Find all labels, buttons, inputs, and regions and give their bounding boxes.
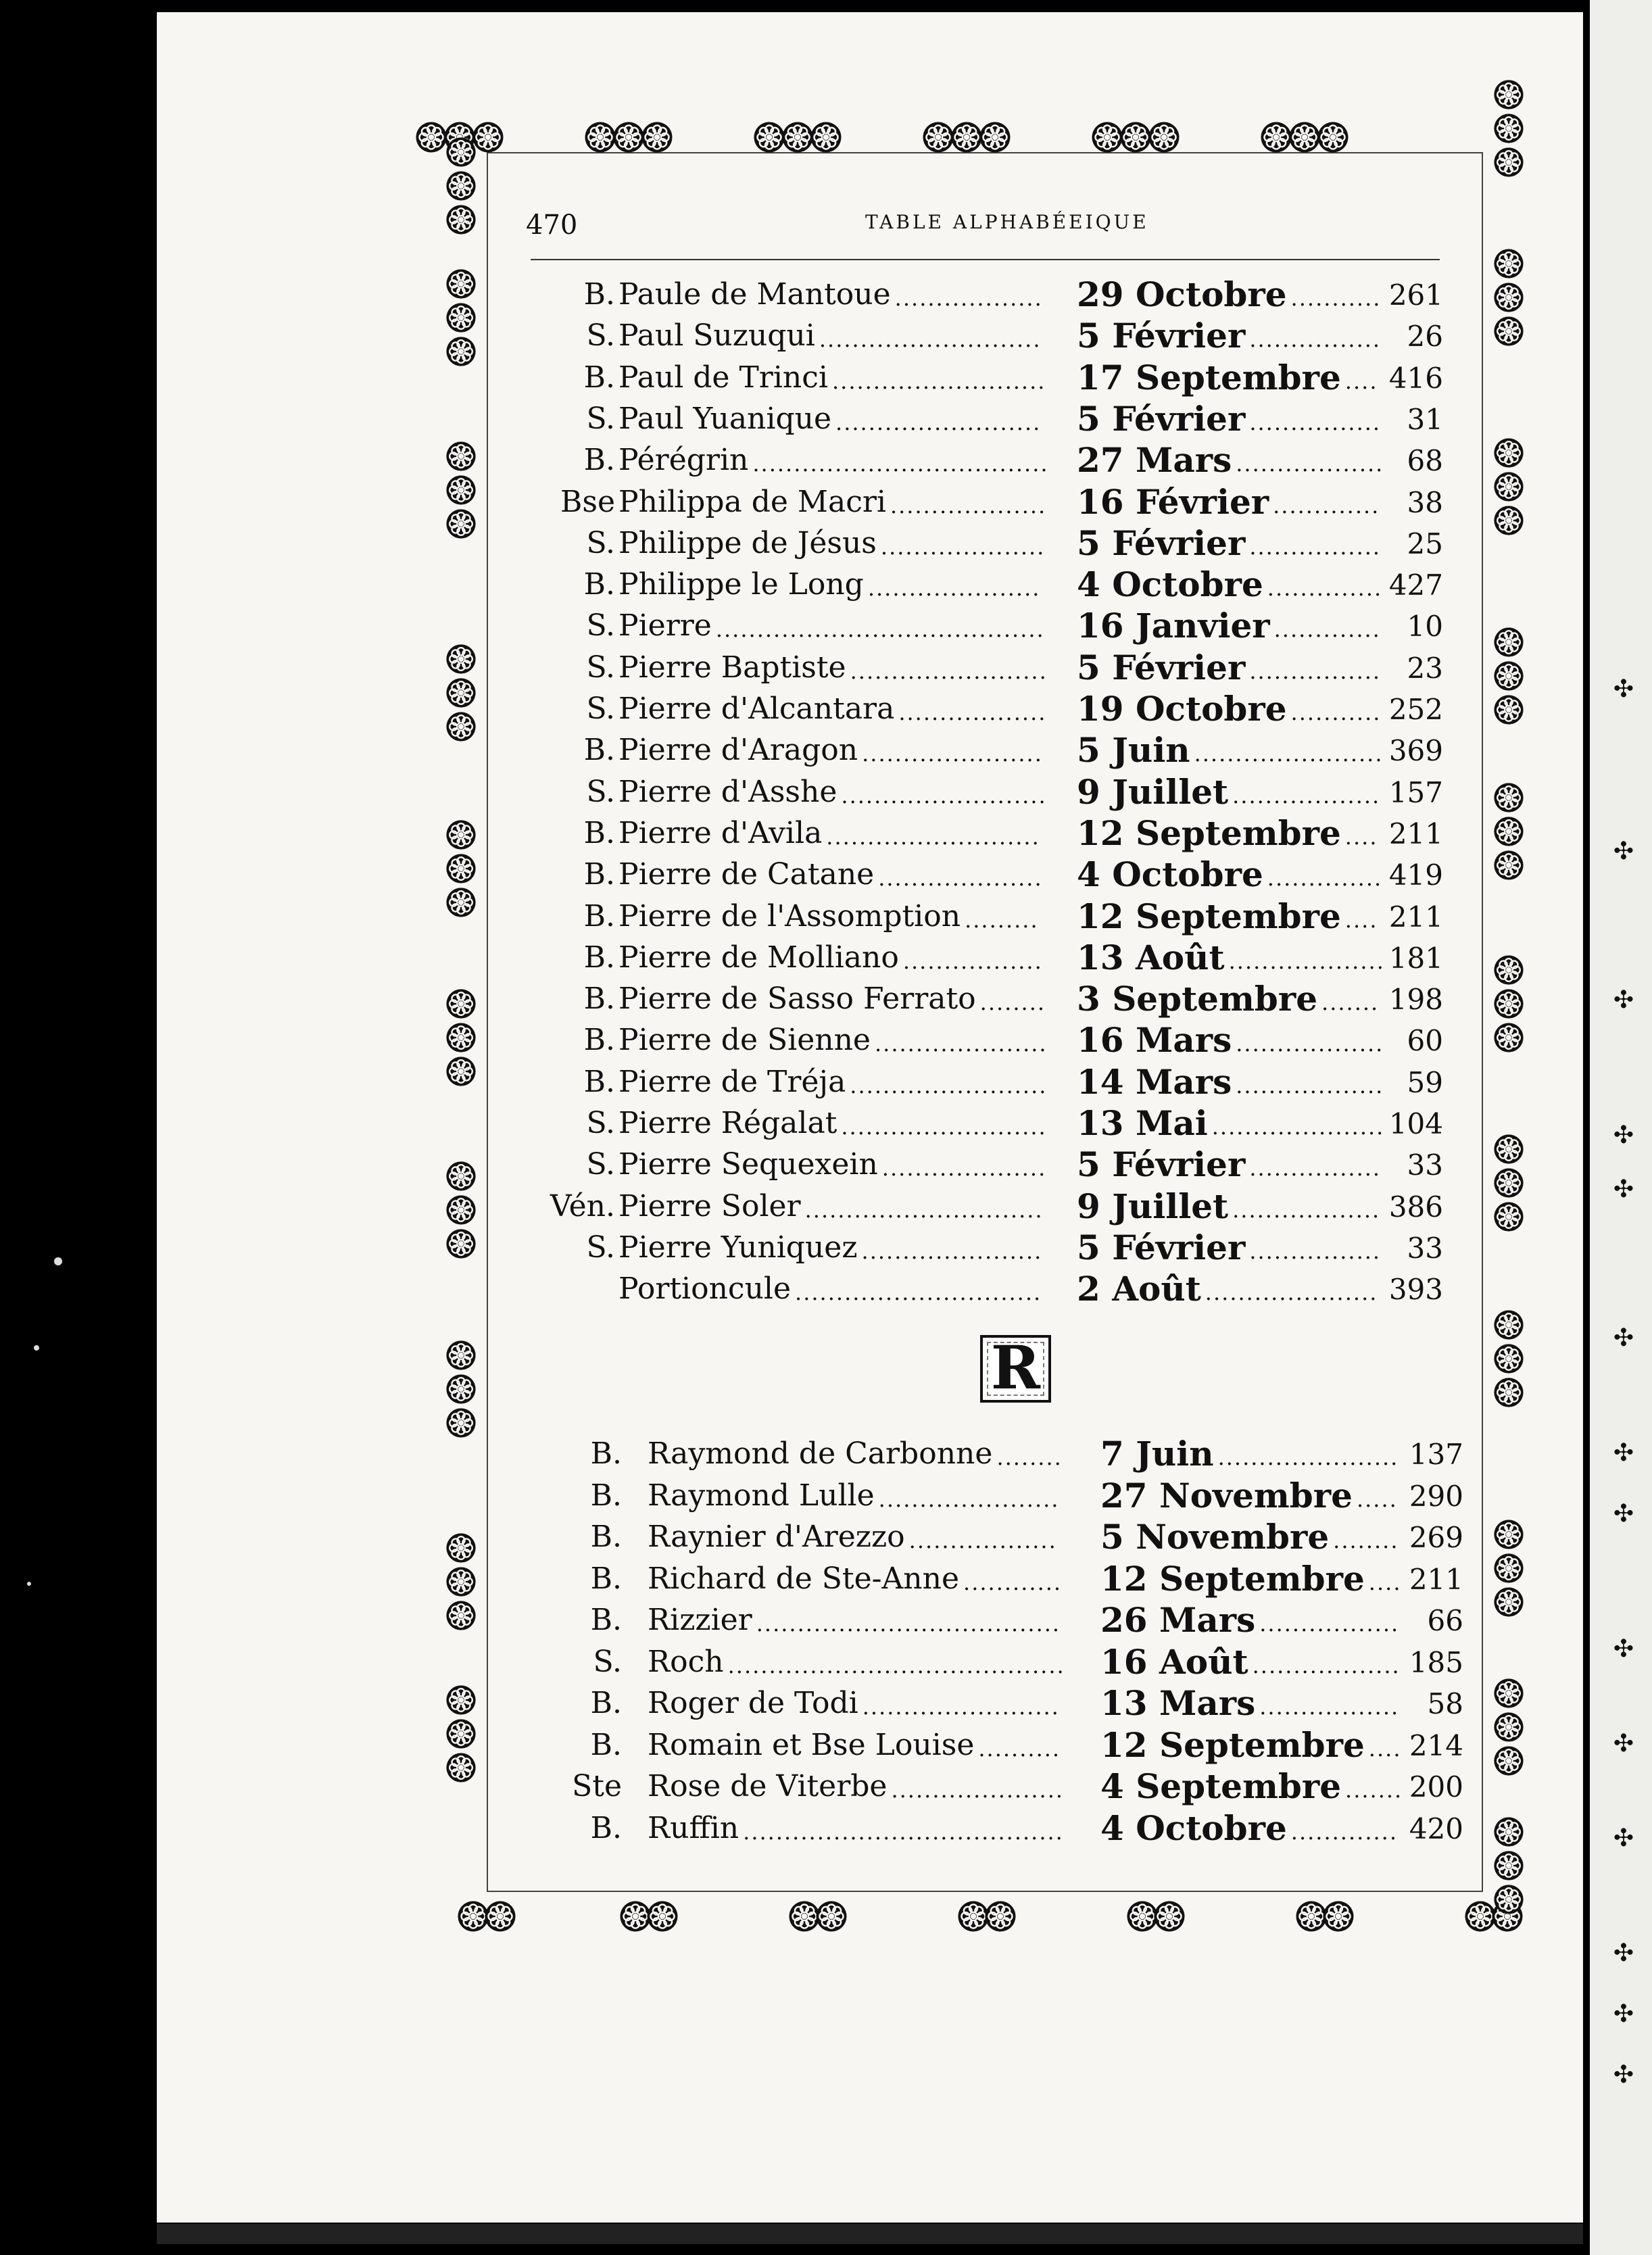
entry-title: B.	[583, 733, 615, 768]
leader-dots: ........................	[850, 658, 1048, 684]
entry-title: Ste	[572, 1769, 622, 1803]
leader-dots: .....	[1356, 1486, 1398, 1512]
leader-dots: ...........	[1290, 285, 1382, 311]
entry-page: 416	[1388, 361, 1443, 395]
entry-date: 2 Août	[1077, 1269, 1201, 1309]
leader-dots: ..............	[1267, 575, 1383, 602]
section-letter: R	[980, 1335, 1051, 1403]
leader-dots: ..........................	[831, 368, 1046, 394]
entry-name: Paul Suzuqui	[618, 318, 815, 354]
ornament-icon: ✣	[1613, 2000, 1634, 2028]
entry-page: 185	[1409, 1645, 1463, 1679]
leader-dots: ................	[1249, 1155, 1382, 1182]
ornament-icon: ✣	[1613, 675, 1634, 703]
leader-dots: ........	[1333, 1528, 1399, 1553]
entry-date: 5 Février	[1077, 398, 1246, 439]
leader-dots: ..................	[1236, 1031, 1384, 1057]
entry-date: 17 Septembre	[1077, 357, 1341, 397]
entry-name: Roger de Todi	[648, 1686, 858, 1720]
entry-title: S.	[586, 1106, 615, 1140]
index-entry	[0, 481, 1652, 525]
entry-page: 31	[1407, 402, 1443, 436]
rosette-icon	[640, 120, 674, 154]
entry-name: Portioncule	[618, 1271, 792, 1307]
rosette-icon	[815, 1899, 848, 1933]
rosette-icon	[1492, 1376, 1525, 1409]
leader-dots: .................	[1259, 1611, 1400, 1636]
page-number: 470	[526, 210, 578, 241]
leader-dots: ......................	[861, 1238, 1043, 1264]
entry-name: Pierre Yuniquez	[618, 1230, 858, 1265]
entry-title: S.	[586, 692, 615, 726]
entry-page: 60	[1407, 1024, 1443, 1058]
entry-title: B.	[583, 567, 615, 602]
entry-name: Rose de Viterbe	[648, 1769, 888, 1803]
ornament-icon: ✣	[1613, 838, 1634, 865]
entry-name: Romain et Bse Louise	[648, 1727, 975, 1762]
rosette-icon	[1492, 1342, 1525, 1375]
leader-dots: ................	[1249, 1238, 1382, 1264]
index-entry	[0, 896, 1652, 940]
index-entry	[0, 1436, 1652, 1477]
leader-dots: ..........................	[826, 823, 1040, 850]
leader-dots: .........	[965, 906, 1039, 933]
entry-date: 5 Février	[1077, 523, 1246, 563]
entry-title: B.	[590, 1478, 622, 1513]
leader-dots: ....	[1344, 368, 1378, 394]
index-entry	[0, 1683, 1652, 1726]
leader-dots: ....................	[878, 865, 1043, 892]
leader-dots: ...........	[1290, 700, 1382, 725]
entry-date: 12 Septembre	[1077, 896, 1341, 936]
entry-title: Vén.	[550, 1188, 615, 1223]
entry-date: 5 Novembre	[1100, 1517, 1330, 1557]
entry-page: 211	[1388, 900, 1443, 933]
leader-dots: ........................................	[715, 616, 1045, 643]
entry-page: 181	[1388, 941, 1443, 975]
entry-page: 290	[1409, 1479, 1463, 1513]
leader-dots: .....................	[867, 575, 1041, 602]
entry-title: Bse	[560, 484, 615, 519]
entry-name: Pierre de l'Assomption	[618, 898, 961, 933]
rosette-icon	[1492, 1883, 1525, 1916]
entry-date: 4 Octobre	[1077, 854, 1263, 895]
index-entry	[0, 647, 1652, 691]
entry-name: Pierre de Sasso Ferrato	[618, 981, 976, 1017]
entry-title: B.	[583, 277, 615, 312]
entry-date: 9 Juillet	[1077, 771, 1229, 812]
index-entry	[0, 854, 1652, 898]
ornament-icon: ✣	[1613, 1175, 1634, 1203]
entry-title: S.	[593, 1644, 622, 1679]
leader-dots: ....	[1344, 906, 1378, 933]
rosette-icon	[1152, 1899, 1186, 1933]
entry-title: B.	[590, 1603, 622, 1637]
entry-title: B.	[583, 857, 615, 892]
speck	[27, 1582, 31, 1586]
entry-date: 27 Mars	[1077, 440, 1232, 481]
ornament-icon: ✣	[1613, 1324, 1634, 1352]
index-entry	[0, 398, 1652, 442]
entry-name: Paule de Mantoue	[618, 277, 891, 312]
entry-page: 393	[1388, 1273, 1443, 1307]
rosette-icon	[1492, 146, 1525, 178]
leader-dots: ............	[963, 1569, 1063, 1595]
entry-name: Paul de Trinci	[618, 360, 828, 395]
entry-title: S.	[586, 774, 615, 809]
entry-page: 198	[1388, 983, 1443, 1017]
entry-date: 12 Septembre	[1077, 813, 1341, 853]
rosette-icon	[1321, 1899, 1355, 1933]
entry-date: 16 Février	[1077, 481, 1269, 522]
leader-dots: ....	[1368, 1735, 1402, 1762]
rosette-icon	[445, 170, 477, 202]
entry-page: 214	[1409, 1728, 1463, 1762]
entry-title: B.	[583, 940, 615, 975]
rosette-icon	[1492, 1309, 1525, 1341]
entry-name: Raymond Lulle	[648, 1478, 875, 1513]
rosette-icon	[1492, 78, 1525, 111]
entry-page: 420	[1409, 1812, 1463, 1845]
index-entry	[0, 689, 1652, 732]
entry-page: 33	[1407, 1231, 1443, 1265]
leader-dots: ................	[1249, 533, 1382, 560]
index-entry	[0, 1724, 1652, 1768]
entry-date: 5 Février	[1077, 316, 1246, 356]
entry-page: 104	[1388, 1107, 1443, 1140]
entry-title: S.	[586, 401, 615, 436]
entry-page: 427	[1388, 568, 1443, 602]
rosette-icon	[445, 1373, 477, 1405]
entry-date: 5 Février	[1077, 1227, 1246, 1267]
entry-name: Pierre d'Aragon	[618, 733, 858, 768]
leader-dots: ........................	[850, 1072, 1048, 1098]
index-entry	[0, 1144, 1652, 1188]
rosette-icon	[646, 1899, 679, 1933]
entry-title: S.	[586, 1230, 615, 1265]
leader-dots: .............	[1273, 616, 1381, 643]
entry-date: 14 Mars	[1077, 1061, 1232, 1102]
entry-name: Richard de Ste-Anne	[648, 1561, 960, 1596]
leader-dots: .............	[1273, 492, 1380, 518]
leader-dots: ..................	[1232, 782, 1381, 808]
index-entry	[0, 730, 1652, 773]
ornament-icon: ✣	[1613, 986, 1634, 1014]
entry-name: Pierre d'Asshe	[618, 774, 837, 809]
leader-dots: ..................	[908, 1528, 1057, 1553]
index-entry	[0, 1517, 1652, 1560]
leader-dots: .................	[902, 948, 1043, 974]
entry-title: B.	[590, 1436, 622, 1471]
entry-name: Pierre de Tréja	[618, 1064, 846, 1099]
entry-page: 59	[1407, 1065, 1443, 1099]
entry-date: 12 Septembre	[1100, 1724, 1365, 1765]
entry-date: 16 Janvier	[1077, 606, 1270, 646]
leader-dots: ...........................	[819, 326, 1042, 353]
entry-page: 10	[1407, 610, 1443, 644]
entry-date: 16 Mars	[1077, 1020, 1232, 1061]
ornament-icon: ✣	[1613, 1121, 1634, 1149]
entry-name: Raymond de Carbonne	[648, 1436, 993, 1471]
entry-title: B.	[590, 1520, 622, 1554]
index-entry	[0, 1061, 1652, 1105]
entry-page: 68	[1407, 444, 1443, 478]
entry-title: B.	[590, 1727, 622, 1762]
entry-page: 58	[1427, 1687, 1463, 1720]
entry-name: Pierre de Sienne	[618, 1023, 871, 1058]
leader-dots: .............	[1290, 1818, 1398, 1845]
entry-name: Pierre	[618, 608, 712, 644]
entry-name: Pierre Régalat	[618, 1106, 837, 1140]
index-entry	[0, 1186, 1652, 1230]
leader-dots: ........................	[862, 1694, 1060, 1720]
entry-title: S.	[586, 650, 615, 685]
leader-dots: ................	[1249, 409, 1382, 435]
leader-dots: .....................	[891, 1777, 1065, 1803]
entry-title: B.	[583, 898, 615, 933]
entry-date: 13 Mai	[1077, 1103, 1208, 1143]
ornament-icon: ✣	[1613, 2061, 1634, 2089]
leader-dots: ..........	[978, 1735, 1061, 1762]
entry-name: Rizzier	[648, 1603, 752, 1637]
rosette-icon	[1316, 120, 1350, 154]
entry-name: Pierre Soler	[618, 1188, 801, 1223]
leader-dots: .......	[1321, 990, 1380, 1016]
leader-dots: .............................	[804, 1196, 1044, 1223]
speck	[54, 1257, 62, 1265]
rosette-icon	[983, 1899, 1017, 1933]
entry-date: 29 Octobre	[1077, 274, 1287, 314]
entry-title: B.	[583, 815, 615, 850]
rosette-icon	[445, 136, 477, 168]
index-entry	[0, 1271, 1652, 1312]
entry-page: 200	[1409, 1770, 1463, 1803]
index-entry	[0, 1808, 1652, 1851]
leader-dots: ...................	[890, 492, 1047, 518]
leader-dots: .......	[1345, 1777, 1403, 1803]
entry-page: 23	[1407, 651, 1443, 685]
leader-dots: ..............	[1267, 865, 1383, 892]
leader-dots: ..................	[1252, 1652, 1401, 1678]
entry-page: 211	[1409, 1562, 1463, 1596]
leader-dots: ........	[979, 990, 1046, 1016]
leader-dots: ........	[996, 1445, 1063, 1470]
entry-title: B.	[583, 1064, 615, 1099]
entry-page: 25	[1407, 527, 1443, 560]
index-entry	[0, 274, 1652, 318]
leader-dots: ......................	[878, 1486, 1060, 1512]
leader-dots: ..................	[1232, 1196, 1381, 1223]
leader-dots: ....	[1368, 1569, 1402, 1595]
index-entry	[0, 1475, 1652, 1519]
speck	[34, 1345, 39, 1351]
entry-name: Pierre de Molliano	[618, 940, 899, 975]
index-entry	[0, 1020, 1652, 1063]
index-entry	[0, 1600, 1652, 1643]
ornament-icon: ✣	[1613, 1500, 1634, 1528]
entry-date: 5 Juin	[1077, 730, 1190, 771]
entry-date: 27 Novembre	[1100, 1475, 1353, 1516]
entry-date: 4 Octobre	[1100, 1808, 1287, 1848]
entry-date: 5 Février	[1077, 1144, 1246, 1185]
entry-title: B.	[590, 1810, 622, 1845]
entry-page: 211	[1388, 817, 1443, 850]
running-title: TABLE ALPHABÉEIQUE	[865, 211, 1149, 233]
entry-date: 3 Septembre	[1077, 979, 1318, 1019]
index-entry	[0, 608, 1652, 649]
entry-name: Philippe le Long	[618, 567, 864, 602]
index-entry	[0, 771, 1652, 815]
index-entry	[0, 357, 1652, 401]
entry-title: B.	[590, 1561, 622, 1596]
leader-dots: .....................................	[756, 1611, 1061, 1636]
leader-dots: .......................................	[743, 1818, 1064, 1845]
rosette-icon	[445, 1339, 477, 1372]
entry-name: Ruffin	[648, 1810, 739, 1845]
entry-name: Pérégrin	[618, 443, 749, 478]
entry-page: 386	[1388, 1190, 1443, 1223]
leader-dots: ....	[1344, 823, 1378, 850]
rosette-icon	[483, 1899, 517, 1933]
index-entry	[0, 981, 1652, 1022]
entry-page: 26	[1407, 320, 1443, 354]
entry-date: 13 Août	[1077, 937, 1225, 977]
leader-dots: .....................	[1211, 1114, 1385, 1140]
entry-name: Pierre d'Alcantara	[618, 692, 895, 726]
ornament-icon: ✣	[1613, 1824, 1634, 1852]
rosette-icon	[809, 120, 843, 154]
entry-title: S.	[586, 318, 615, 354]
index-entry	[0, 1227, 1652, 1271]
entry-date: 9 Juillet	[1077, 1186, 1229, 1226]
entry-date: 19 Octobre	[1077, 689, 1287, 729]
entry-page: 369	[1388, 734, 1443, 768]
leader-dots: ......................	[1217, 1445, 1399, 1470]
entry-name: Pierre Sequexein	[618, 1147, 878, 1182]
entry-name: Philippa de Macri	[618, 484, 886, 519]
entry-date: 4 Septembre	[1100, 1766, 1342, 1806]
entry-date: 26 Mars	[1100, 1600, 1256, 1640]
entry-name: Paul Yuanique	[618, 401, 832, 436]
leader-dots: ..............................	[795, 1280, 1042, 1306]
entry-title: B.	[583, 981, 615, 1017]
entry-name: Raynier d'Arezzo	[648, 1520, 905, 1554]
entry-date: 4 Octobre	[1077, 564, 1263, 605]
entry-title: B.	[583, 360, 615, 395]
entry-title: S.	[586, 608, 615, 644]
leader-dots: ...................	[1228, 948, 1385, 974]
entry-page: 66	[1427, 1604, 1463, 1637]
index-entry	[0, 564, 1652, 608]
rosette-icon	[1492, 247, 1525, 280]
header-rule	[531, 259, 1440, 260]
leader-dots: ....................	[880, 533, 1046, 560]
rosette-icon	[1492, 112, 1525, 145]
rosette-icon	[978, 120, 1012, 154]
leader-dots: .................	[1259, 1694, 1400, 1720]
leader-dots: ....................	[881, 1155, 1047, 1182]
index-entry	[0, 1558, 1652, 1602]
entry-page: 137	[1409, 1438, 1463, 1471]
leader-dots: ....................................	[752, 451, 1049, 477]
rosette-icon	[1492, 1849, 1525, 1882]
rosette-icon	[445, 203, 477, 236]
index-entry	[0, 1103, 1652, 1146]
ornament-icon: ✣	[1613, 1635, 1634, 1663]
leader-dots: ......................	[862, 741, 1043, 767]
entry-title: S.	[586, 1147, 615, 1182]
entry-page: 157	[1388, 775, 1443, 809]
leader-dots: .....................	[1205, 1280, 1378, 1306]
entry-date: 13 Mars	[1100, 1683, 1256, 1723]
leader-dots: .........................	[841, 782, 1047, 808]
entry-title: S.	[586, 525, 615, 560]
leader-dots: ..................	[894, 285, 1043, 311]
entry-date: 7 Juin	[1100, 1434, 1214, 1474]
leader-dots: ..................	[1236, 451, 1384, 477]
leader-dots: ................	[1249, 326, 1382, 353]
entry-page: 33	[1407, 1148, 1443, 1182]
index-entry	[0, 937, 1652, 981]
entry-page: 419	[1388, 858, 1443, 892]
entry-date: 16 Août	[1100, 1641, 1248, 1682]
rosette-icon	[1147, 120, 1181, 154]
entry-title: B.	[583, 443, 615, 478]
entry-page: 38	[1407, 485, 1443, 519]
leader-dots: ................	[1249, 658, 1382, 684]
leader-dots: .....................	[874, 1031, 1048, 1057]
leader-dots: .........................................	[727, 1652, 1065, 1678]
index-entry	[0, 523, 1652, 566]
entry-name: Pierre Baptiste	[618, 650, 846, 685]
leader-dots: ..................	[898, 700, 1047, 725]
entry-page: 261	[1388, 278, 1443, 312]
entry-page: 252	[1388, 693, 1443, 726]
entry-name: Pierre de Catane	[618, 857, 875, 892]
leader-dots: ..................	[1236, 1072, 1384, 1098]
entry-name: Philippe de Jésus	[618, 525, 877, 560]
leader-dots: .......................	[1194, 741, 1384, 767]
entry-title: B.	[590, 1686, 622, 1720]
rosette-icon	[445, 1407, 477, 1439]
leader-dots: .........................	[835, 409, 1042, 435]
index-entry	[0, 1766, 1652, 1810]
entry-date: 12 Septembre	[1100, 1558, 1365, 1599]
ornament-icon: ✣	[1613, 1439, 1634, 1467]
entry-name: Roch	[648, 1644, 724, 1679]
ornament-icon: ✣	[1613, 1939, 1634, 1967]
leader-dots: .........................	[841, 1114, 1047, 1140]
index-entry	[0, 440, 1652, 483]
page-edge	[157, 2224, 1583, 2244]
entry-page: 269	[1409, 1521, 1463, 1554]
index-entry	[0, 813, 1652, 856]
index-entry	[0, 1641, 1652, 1685]
ornament-icon: ✣	[1613, 1730, 1634, 1757]
entry-name: Pierre d'Avila	[618, 815, 823, 850]
entry-date: 5 Février	[1077, 647, 1246, 687]
entry-title: B.	[583, 1023, 615, 1058]
index-entry	[0, 318, 1652, 359]
